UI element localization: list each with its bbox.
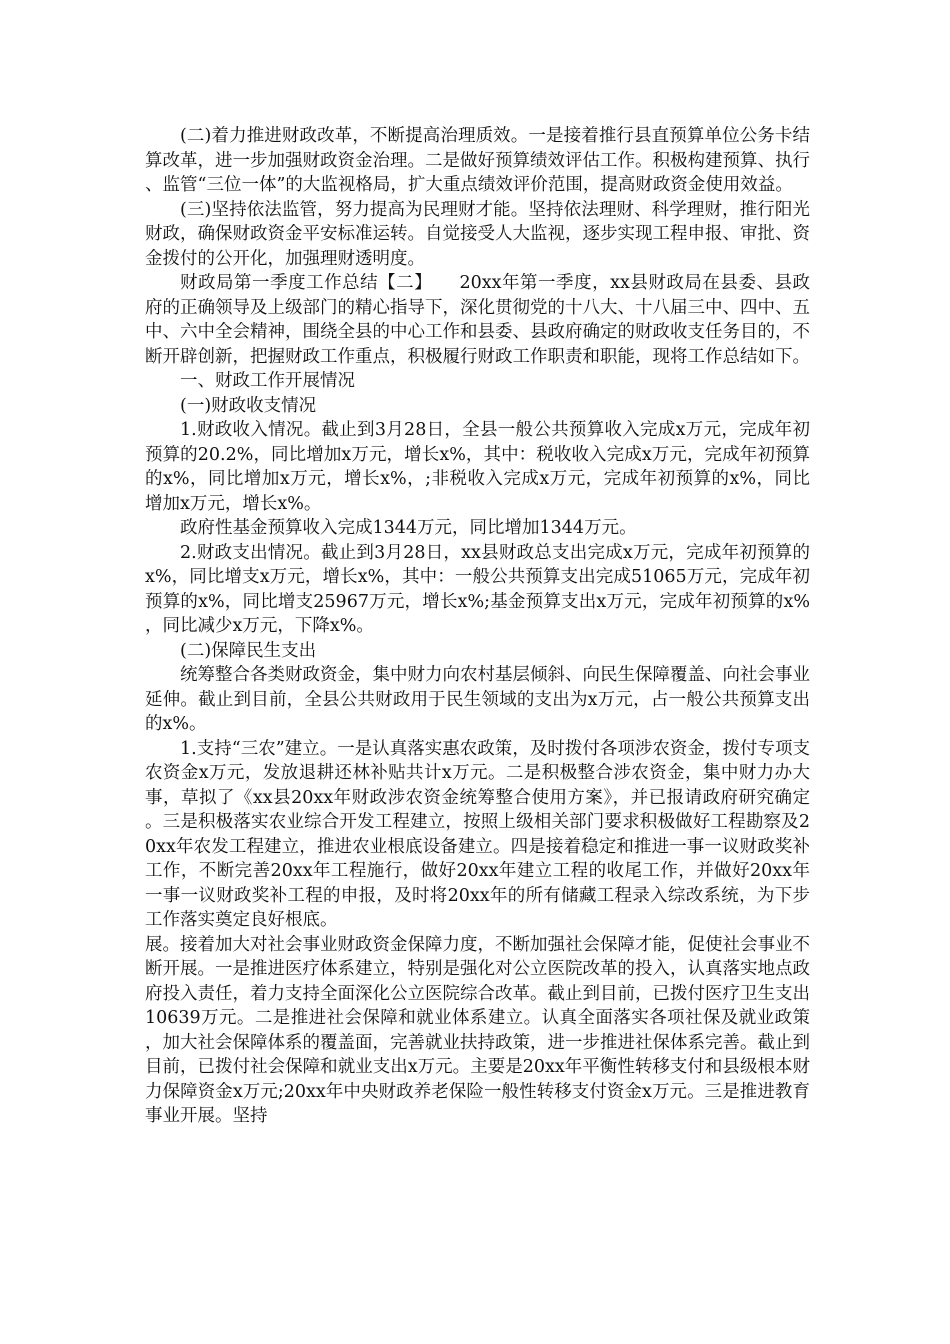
paragraph-revenue: 1.财政收入情况。截止到3月28日，全县一般公共预算收入完成x万元，完成年初预算的20.2%，同比增加x万元，增长x%，其中：税收收入完成x万元，完成年初预算的x%，同比增加x万元，增长x%，;非税收入完成x万元，完成年初预算的x%，同比增加x万元，增长x%。 bbox=[145, 420, 810, 514]
paragraph-expenditure: 2.财政支出情况。截止到3月28日，xx县财政总支出完成x万元，完成年初预算的x%，同比增支x万元，增长x%，其中：一般公共预算支出完成51065万元，完成年初预算的x%，同比增支25967万元，增长x%;基金预算支出x万元，完成年初预算的x%，同比减少x万元，下降x%。 bbox=[145, 542, 810, 636]
paragraph-livelihood-overview: 统筹整合各类财政资金，集中财力向农村基层倾斜、向民生保障覆盖、向社会事业延伸。截止到目前，全县公共财政用于民生领域的支出为x万元，占一般公共预算支出的x%。 bbox=[145, 665, 810, 734]
paragraph-summary-intro: 财政局第一季度工作总结【二】 20xx年第一季度，xx县财政局在县委、县政府的正确领导及上级部门的精心指导下，深化贯彻党的十八大、十八届三中、四中、五中、六中全会精神，围绕全县的中心工作和县委、县政府确定的财政收支任务目的，不断开辟创新，把握财政工作重点，积极履行财政工作职责和职能，现将工作总结如下。 bbox=[145, 273, 810, 367]
subsection-heading-revenue-expenditure: (一)财政收支情况 bbox=[180, 395, 317, 416]
subsection-heading-livelihood: (二)保障民生支出 bbox=[180, 640, 317, 661]
paragraph-finance-reform: (二)着力推进财政改革，不断提高治理质效。一是接着推行县直预算单位公务卡结算改革，进一步加强财政资金治理。二是做好预算绩效评估工作。积极构建预算、执行、监管“三位一体”的大监视格局，扩大重点绩效评价范围，提高财政资金使用效益。 bbox=[145, 126, 810, 195]
document-body bbox=[145, 124, 810, 1129]
paragraph-social-undertakings: 展。接着加大对社会事业财政资金保障力度，不断加强社会保障才能，促使社会事业不断开展。一是推进医疗体系建立，特别是强化对公立医院改革的投入，认真落实地点政府投入责任，着力支持全面深化公立医院综合改革。截止到目前，已拨付医疗卫生支出10639万元。二是推进社会保障和就业体系建立。认真全面落实各项社保及就业政策，加大社会保障体系的覆盖面，完善就业扶持政策，进一步推进社保体系完善。截止到目前，已拨付社会保障和就业支出x万元。主要是20xx年平衡性转移支付和县级根本财力保障资金x万元;20xx年中央财政养老保险一般性转移支付资金x万元。三是推进教育事业开展。坚持 bbox=[145, 934, 810, 1126]
paragraph-lawful-supervision: (三)坚持依法监管，努力提高为民理财才能。坚持依法理财、科学理财，推行阳光财政，确保财政资金平安标准运转。自觉接受人大监视，逐步实现工程申报、审批、资金拨付的公开化，加强理财透明度。 bbox=[145, 199, 810, 269]
paragraph-agriculture-support: 1.支持“三农”建立。一是认真落实惠农政策，及时拨付各项涉农资金，拨付专项支农资金x万元，发放退耕还林补贴共计x万元。二是积极整合涉农资金，集中财力办大事，草拟了《xx县20xx年财政涉农资金统筹整合使用方案》，并已报请政府研究确定。三是积极落实农业综合开发工程建立，按照上级相关部门要求积极做好工程勘察及20xx年农发工程建立，推进农业根底设备建立。四是接着稳定和推进一事一议财政奖补工作，不断完善20xx年工程施行，做好20xx年建立工程的收尾工作，并做好20xx年一事一议财政奖补工程的申报，及时将20xx年的所有储藏工程录入综改系统，为下步工作落实奠定良好根底。 bbox=[145, 738, 810, 930]
section-heading-work-status: 一、财政工作开展情况 bbox=[180, 371, 355, 391]
paragraph-government-fund: 政府性基金预算收入完成1344万元，同比增加1344万元。 bbox=[180, 518, 637, 538]
